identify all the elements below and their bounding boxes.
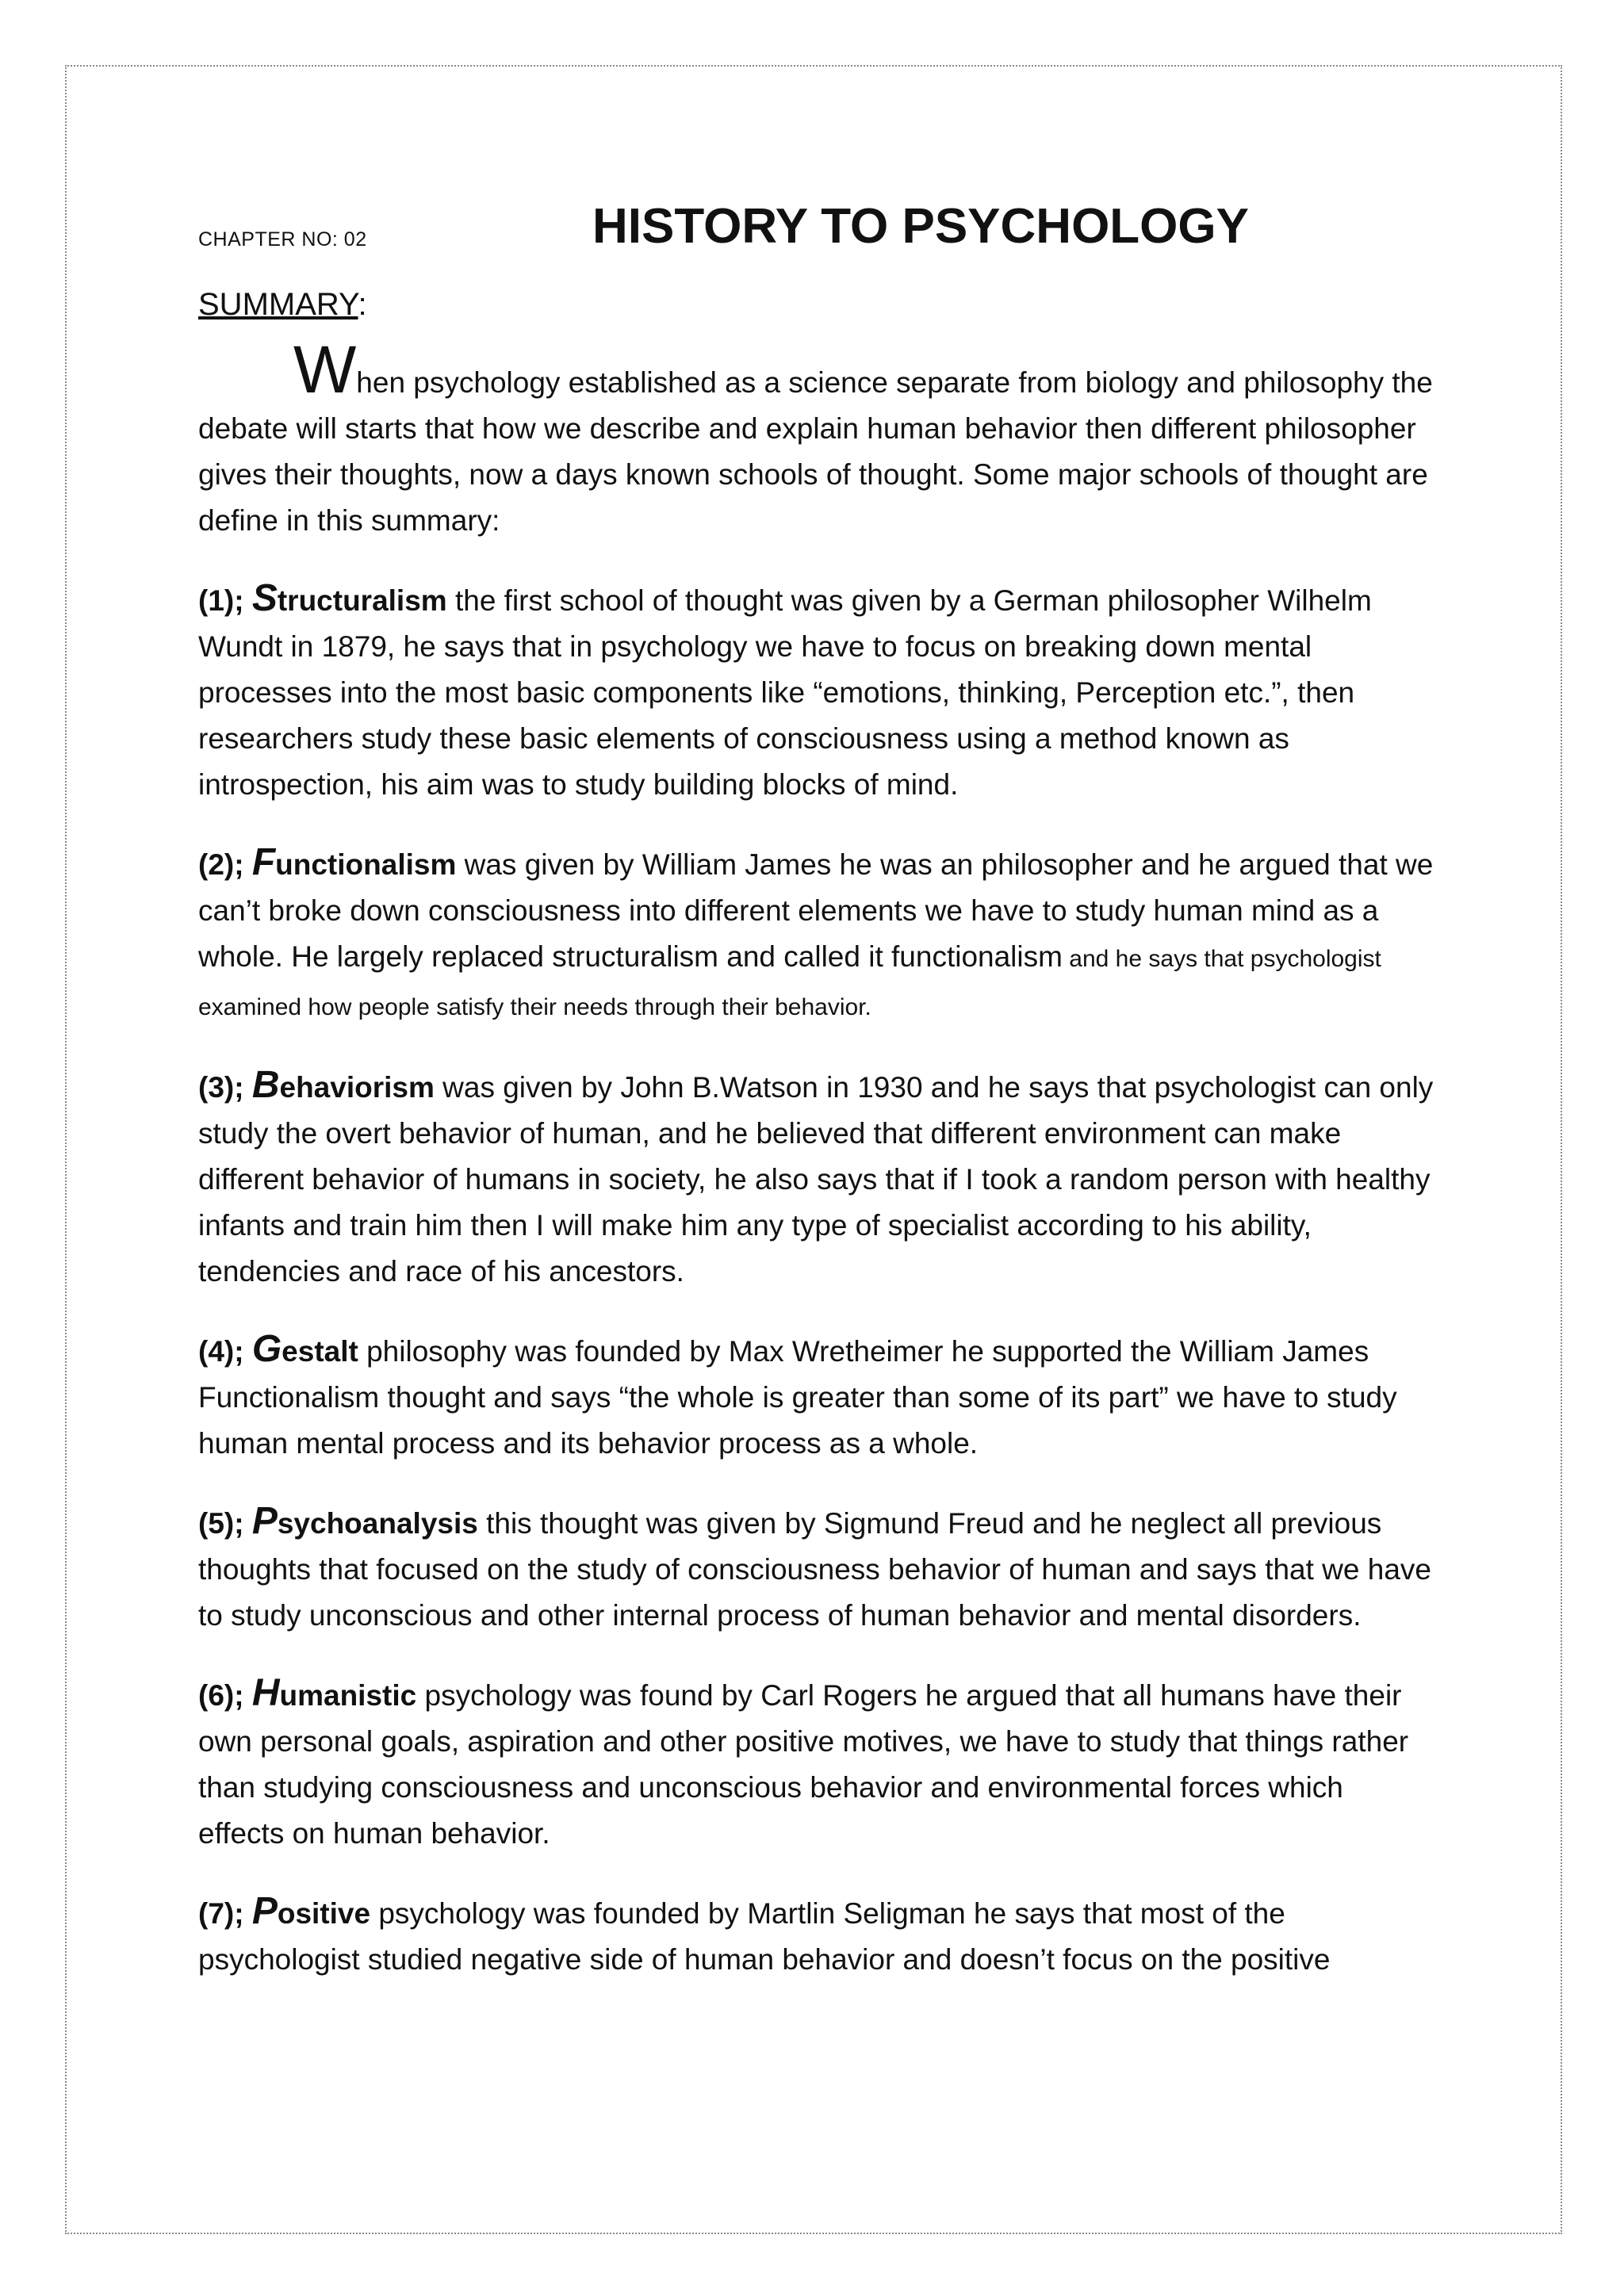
summary-label: SUMMARY bbox=[198, 287, 358, 322]
chapter-number: CHAPTER NO: 02 bbox=[198, 228, 367, 251]
section-initial: H bbox=[251, 1672, 280, 1714]
section-number: (1); bbox=[198, 584, 252, 617]
section-positive bbox=[198, 1888, 1435, 1983]
section-number: (4); bbox=[198, 1335, 252, 1368]
section-text: was given by John B.Watson in 1930 and he says that psychologist can only study the overt behavior of human, and he believed that different environment can make different behavior of humans in society, he also says that if I took a random person with healthy infants and train him then I will make him any type of specialist according to his ability, tendencies and race of his ancestors. bbox=[198, 1071, 1434, 1288]
section-term: tructuralism bbox=[277, 584, 447, 617]
drop-cap: W bbox=[293, 332, 357, 407]
section-initial: P bbox=[251, 1890, 278, 1932]
section-initial: B bbox=[251, 1064, 280, 1106]
section-psychoanalysis bbox=[198, 1498, 1435, 1639]
section-initial: F bbox=[251, 841, 276, 883]
section-text: this thought was given by Sigmund Freud and he neglect all previous thoughts that focused on the study of consciousness behavior of human and says that we have to study unconscious and other internal process of human behavior and mental disorders. bbox=[198, 1507, 1431, 1632]
section-initial: P bbox=[251, 1500, 278, 1542]
section-term: umanistic bbox=[279, 1679, 417, 1712]
summary-colon: : bbox=[358, 287, 367, 322]
section-number: (7); bbox=[198, 1897, 252, 1930]
section-term: ehaviorism bbox=[279, 1071, 435, 1104]
section-term: estalt bbox=[282, 1335, 358, 1368]
intro-text: hen psychology established as a science separate from biology and philosophy the debate will starts that how we describe and explain human behavior then different philosopher gives their thoughts, now a days known schools of thought. Some major schools of thought are define in this summary: bbox=[198, 366, 1433, 537]
section-behaviorism bbox=[198, 1062, 1435, 1295]
section-structuralism bbox=[198, 576, 1435, 808]
document-body bbox=[198, 198, 1435, 2012]
section-humanistic bbox=[198, 1670, 1435, 1857]
section-text: the first school of thought was given by a German philosopher Wilhelm Wundt in 1879, he says that in psychology we have to focus on breaking down mental processes into the most basic components like “emotions, thinking, Perception etc.”, then researchers study these basic elements of consciousness using a method known as introspection, his aim was to study building blocks of mind. bbox=[198, 584, 1372, 801]
section-term: ositive bbox=[277, 1897, 371, 1930]
section-number: (3); bbox=[198, 1071, 252, 1104]
section-initial: G bbox=[251, 1328, 282, 1370]
section-functionalism bbox=[198, 840, 1435, 1031]
section-term: unctionalism bbox=[275, 848, 457, 881]
section-number: (5); bbox=[198, 1507, 252, 1540]
section-number: (6); bbox=[198, 1679, 252, 1712]
section-text: psychology was founded by Martlin Seligman he says that most of the psychologist studied negative side of human behavior and doesn’t focus on the positive bbox=[198, 1897, 1331, 1976]
section-initial: S bbox=[251, 577, 278, 619]
section-number: (2); bbox=[198, 848, 252, 881]
intro-paragraph bbox=[198, 332, 1435, 544]
chapter-header bbox=[198, 198, 1435, 270]
section-gestalt bbox=[198, 1326, 1435, 1467]
section-term: sychoanalysis bbox=[277, 1507, 478, 1540]
chapter-title: HISTORY TO PSYCHOLOGY bbox=[592, 199, 1249, 254]
section-text: was given by William James he was an philosopher and he argued that we can’t broke down consciousness into different elements we have to study human mind as a whole. He largely replaced structuralism and called it functionalism bbox=[198, 848, 1434, 973]
section-text-small: and he says that psychologist examined how people satisfy their needs through their behavior. bbox=[198, 946, 1381, 1020]
section-text: philosophy was founded by Max Wretheimer he supported the William James Functionalism thought and says “the whole is greater than some of its part” we have to study human mental process and its behavior process as a whole. bbox=[198, 1335, 1397, 1460]
summary-heading bbox=[198, 285, 1435, 323]
section-text: psychology was found by Carl Rogers he argued that all humans have their own personal goals, aspiration and other positive motives, we have to study that things rather than studying consciousness and unconscious behavior and environmental forces which effects on human behavior. bbox=[198, 1679, 1409, 1850]
